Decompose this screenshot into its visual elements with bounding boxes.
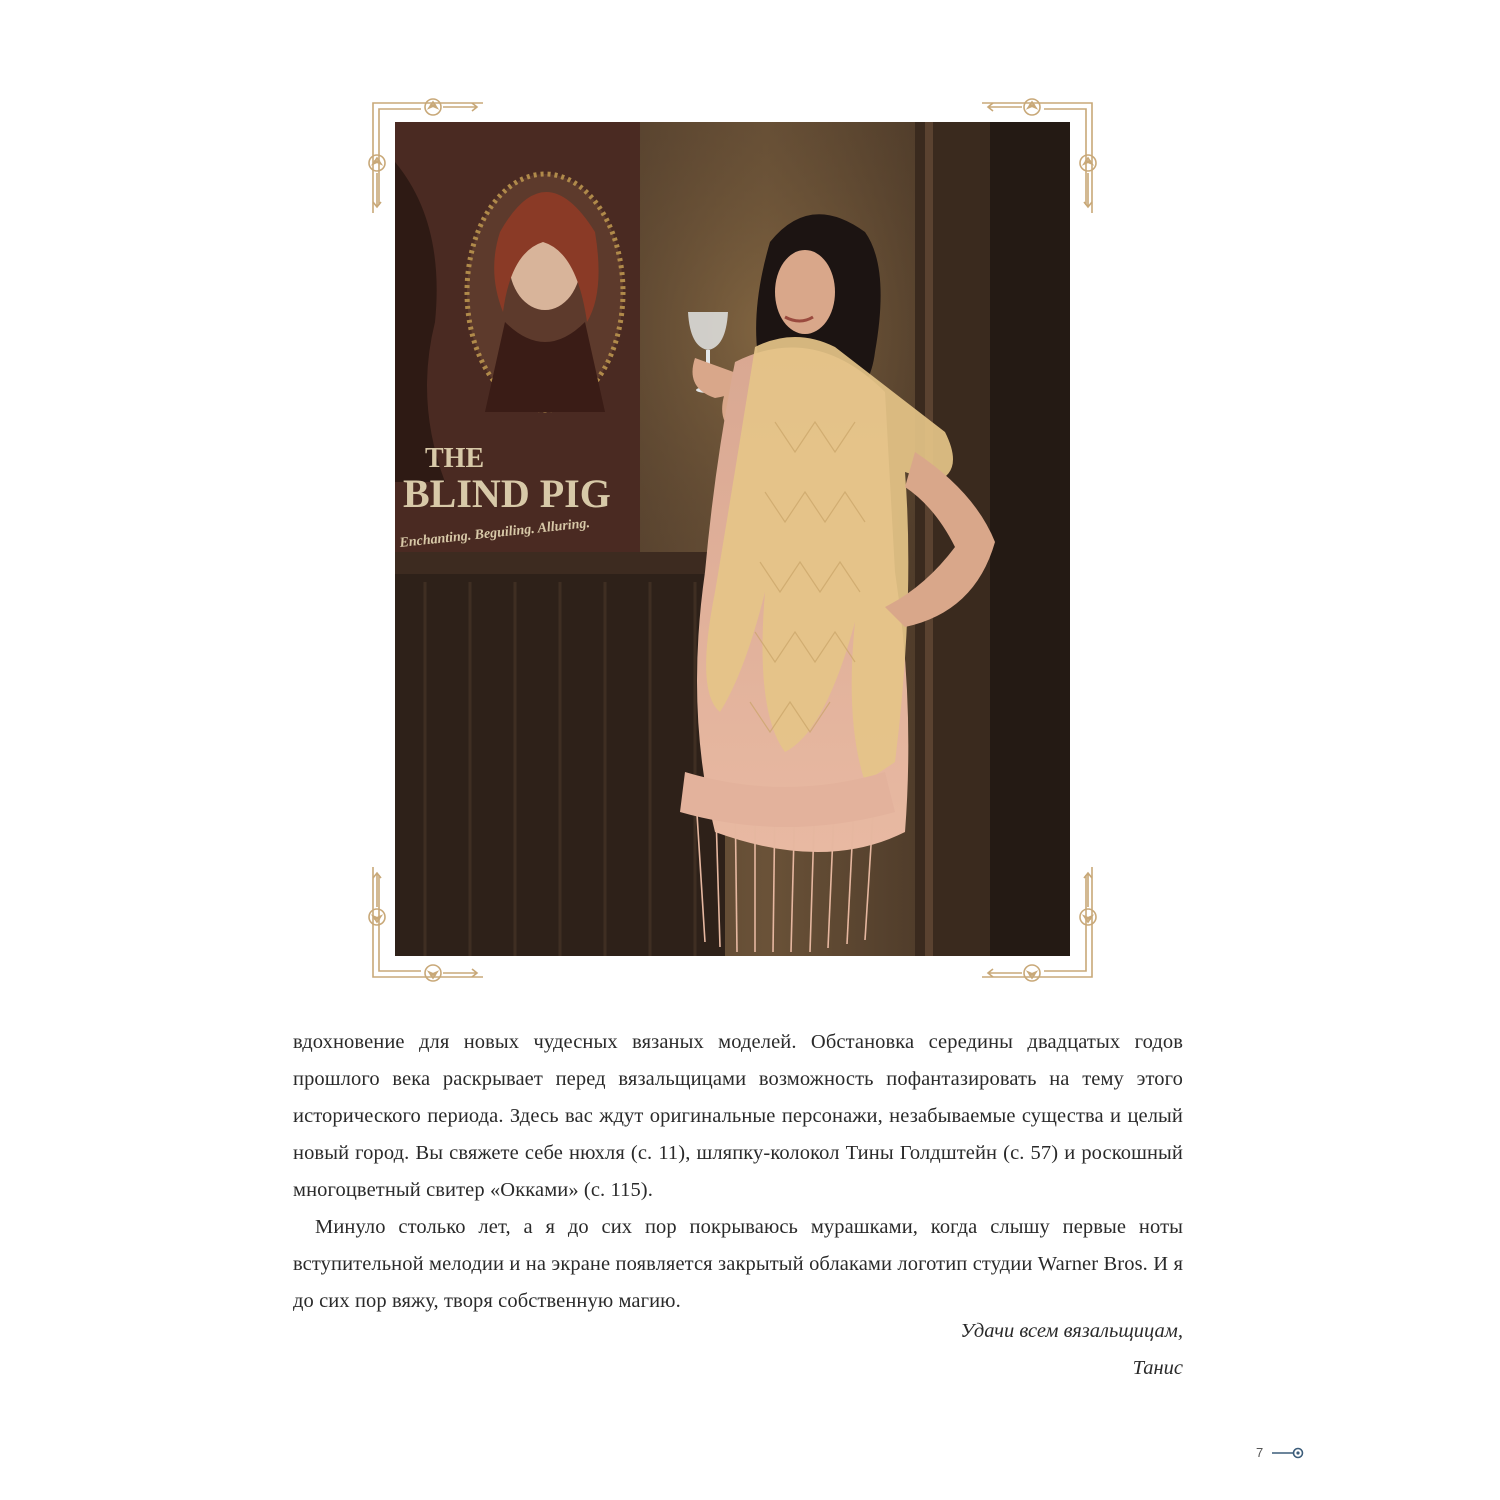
photo xyxy=(395,122,1070,956)
poster-tagline: Enchanting. Beguiling. Alluring. xyxy=(398,516,591,551)
photo-illustration xyxy=(395,122,1070,956)
poster-title-line2: BLIND PIG xyxy=(403,471,611,516)
signature-greeting: Удачи всем вязальщицам, xyxy=(960,1320,1183,1342)
body-text xyxy=(293,1024,1183,1320)
body-paragraph-1: вдохновение для новых чудесных вязаных моделей. Обстановка середины двадцатых годов прошлого века раскрывает перед вязальщицами возможность пофантазировать на тему этого исторического периода. Здесь вас ждут оригинальные персонажи, незабываемые существа и целый новый город. Вы свяжете себе нюхля (с. 11), шляпку-колокол Тины Голдштейн (с. 57) и роскошный многоцветный свитер «Окками» (с. 115). xyxy=(293,1031,1183,1201)
page-number: 7 xyxy=(1256,1445,1264,1460)
page-marker-icon xyxy=(1270,1446,1306,1460)
signature-name: Танис xyxy=(1132,1357,1183,1379)
poster-title-line1: THE xyxy=(425,443,485,474)
body-paragraph-2: Минуло столько лет, а я до сих пор покрываюсь мурашками, когда слышу первые ноты вступительной мелодии и на экране появляется закрытый облаками логотип студии Warner Bros. И я до сих пор вяжу, творя собственную магию. xyxy=(293,1216,1183,1312)
